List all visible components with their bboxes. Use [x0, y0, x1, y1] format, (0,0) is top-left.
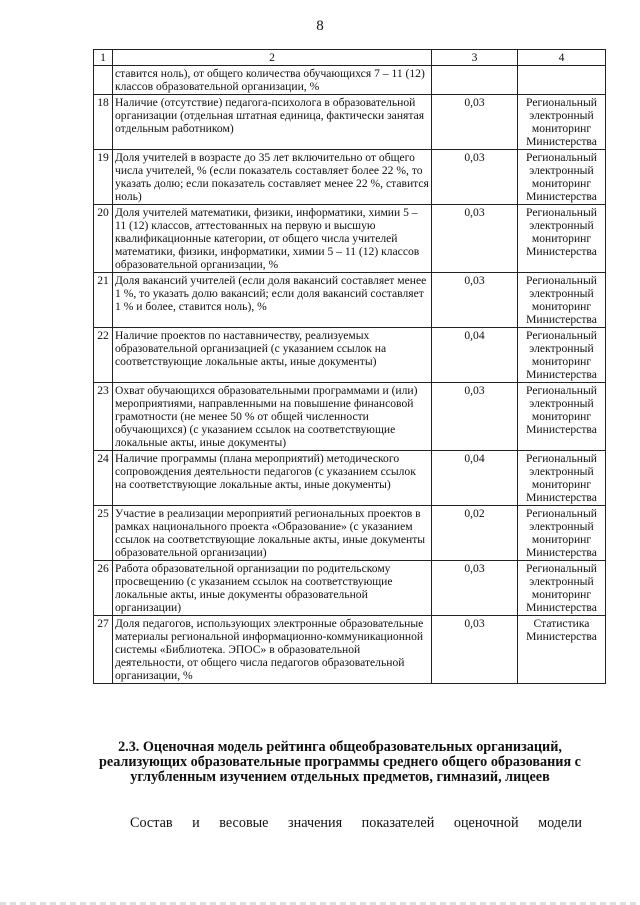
row-number: 23: [94, 383, 113, 451]
table-row: [94, 95, 606, 150]
row-number: 20: [94, 205, 113, 273]
table-header-row: [94, 50, 606, 66]
row-number: 21: [94, 273, 113, 328]
weight-value: 0,04: [432, 451, 518, 506]
row-number: 24: [94, 451, 113, 506]
page-number: 8: [316, 18, 324, 34]
indicator-text: Доля учителей математики, физики, информатики, химии 5 – 11 (12) классов, аттестованных на первую и высшую квалификационные категории, от общего числа учителей математики, физики, информатики, химии 5 – 11 (12) классов образовательной организации, %: [113, 205, 432, 273]
table-row: [94, 451, 606, 506]
weight-value: 0,03: [432, 150, 518, 205]
indicator-text: ставится ноль), от общего количества обучающихся 7 – 11 (12) классов образовательной организации, %: [113, 66, 432, 95]
indicator-text: Наличие проектов по наставничеству, реализуемых образовательной организацией (с указанием ссылок на соответствующие локальные акты, иные документы): [113, 328, 432, 383]
table-row: [94, 328, 606, 383]
indicator-text: Доля вакансий учителей (если доля вакансий составляет менее 1 %, то указать долю вакансий; если доля вакансий составляет 1 % и более, ставится ноль), %: [113, 273, 432, 328]
data-source: Региональный электронный мониторинг Министерства: [518, 328, 606, 383]
weight-value: [432, 66, 518, 95]
indicator-text: Работа образовательной организации по родительскому просвещению (с указанием ссылок на соответствующие локальные акты, иные документы образовательной организации): [113, 561, 432, 616]
table-row: [94, 506, 606, 561]
weight-value: 0,03: [432, 95, 518, 150]
header-col-4: 4: [518, 50, 606, 66]
indicator-text: Участие в реализации мероприятий региональных проектов в рамках национального проекта «Образование» (с указанием ссылок на соответствующие локальные акты, иные документы образовательной организации): [113, 506, 432, 561]
header-col-3: 3: [432, 50, 518, 66]
data-source: [518, 66, 606, 95]
indicator-text: Наличие (отсутствие) педагога-психолога в образовательной организации (отдельная штатная единица, фактически занятая отдельным работником): [113, 95, 432, 150]
indicator-text: Охват обучающихся образовательными программами и (или) мероприятиями, направленными на повышение финансовой грамотности (не менее 50 % от общей численности обучающихся) (с указанием ссылок на соответствующие локальные акты, иные документы): [113, 383, 432, 451]
weight-value: 0,03: [432, 205, 518, 273]
row-number: 26: [94, 561, 113, 616]
data-source: Региональный электронный мониторинг Министерства: [518, 273, 606, 328]
row-number: 27: [94, 616, 113, 684]
data-source: Статистика Министерства: [518, 616, 606, 684]
data-source: Региональный электронный мониторинг Министерства: [518, 506, 606, 561]
weight-value: 0,03: [432, 273, 518, 328]
paragraph-start: Состав и весовые значения показателей оценочной модели: [130, 815, 582, 831]
data-source: Региональный электронный мониторинг Министерства: [518, 95, 606, 150]
table-row: [94, 66, 606, 95]
data-source: Региональный электронный мониторинг Министерства: [518, 383, 606, 451]
table-row: [94, 150, 606, 205]
indicator-text: Доля учителей в возрасте до 35 лет включительно от общего числа учителей, % (если показатель составляет более 22 %, то указать долю; если показатель составляет менее 22 %, ставится ноль): [113, 150, 432, 205]
data-source: Региональный электронный мониторинг Министерства: [518, 205, 606, 273]
table-row: [94, 205, 606, 273]
data-source: Региональный электронный мониторинг Министерства: [518, 561, 606, 616]
data-source: Региональный электронный мониторинг Министерства: [518, 451, 606, 506]
table-row: [94, 616, 606, 684]
weight-value: 0,04: [432, 328, 518, 383]
table-row: [94, 273, 606, 328]
indicators-table: [93, 49, 606, 684]
row-number: [94, 66, 113, 95]
weight-value: 0,03: [432, 616, 518, 684]
indicator-text: Доля педагогов, использующих электронные образовательные материалы региональной информационно-коммуникационной системы «Библиотека. ЭПОС» в образовательной деятельности, от общего числа педагогов образовательной организации, %: [113, 616, 432, 684]
row-number: 25: [94, 506, 113, 561]
weight-value: 0,03: [432, 561, 518, 616]
row-number: 22: [94, 328, 113, 383]
row-number: 18: [94, 95, 113, 150]
indicator-text: Наличие программы (плана мероприятий) методического сопровождения деятельности педагогов (с указанием ссылок на соответствующие локальные акты, иные документы): [113, 451, 432, 506]
table-body: [94, 66, 606, 684]
section-heading: 2.3. Оценочная модель рейтинга общеобразовательных организаций, реализующих образовательные программы среднего общего образования с углубленным изучением отдельных предметов, гимназий, лицеев: [99, 739, 581, 785]
table-row: [94, 383, 606, 451]
data-source: Региональный электронный мониторинг Министерства: [518, 150, 606, 205]
row-number: 19: [94, 150, 113, 205]
weight-value: 0,02: [432, 506, 518, 561]
table-row: [94, 561, 606, 616]
weight-value: 0,03: [432, 383, 518, 451]
header-col-1: 1: [94, 50, 113, 66]
header-col-2: 2: [113, 50, 432, 66]
